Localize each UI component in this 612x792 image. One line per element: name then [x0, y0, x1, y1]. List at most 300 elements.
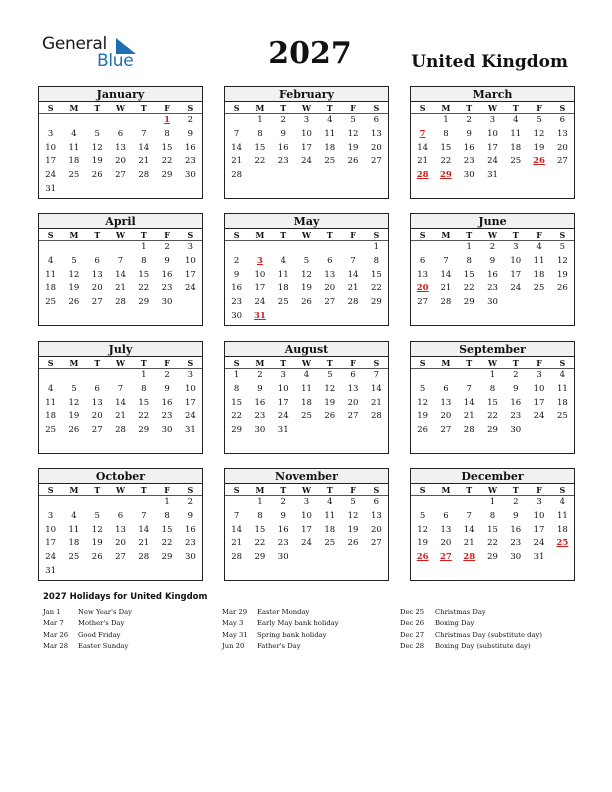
day-cell: 8 [443, 128, 449, 139]
weekday-label: S [233, 230, 240, 240]
day-cell: 21 [115, 283, 126, 294]
day-cell: 6 [117, 510, 124, 521]
day-cell: 13 [440, 397, 452, 408]
day-cell: 11 [324, 510, 336, 521]
day-cell: 11 [45, 397, 57, 408]
day-cell: 29 [138, 425, 150, 436]
day-cell: 19 [324, 397, 336, 408]
day-cell: 30 [463, 170, 475, 181]
holiday-date: Jan 1 [43, 608, 61, 616]
day-cell: 25 [277, 297, 289, 308]
day-cell: 9 [164, 255, 170, 266]
day-cell: 12 [347, 510, 359, 521]
empty-day-cell [86, 496, 109, 510]
empty-day-cell [225, 241, 248, 255]
weekday-label: S [373, 358, 380, 368]
day-cell: 8 [257, 510, 263, 521]
day-cell: 20 [91, 283, 103, 294]
day-cell: 22 [487, 411, 498, 422]
weekday-label: T [466, 485, 473, 495]
day-cell: 22 [161, 156, 173, 167]
weekday-label: S [559, 230, 566, 240]
day-cell: 29 [487, 425, 498, 436]
day-cell: 23 [277, 156, 289, 167]
day-cell: 21 [138, 538, 150, 549]
day-cell: 21 [138, 156, 150, 167]
day-cell: 20 [556, 142, 568, 153]
day-cell: 27 [324, 297, 336, 308]
empty-day-cell [86, 241, 109, 255]
day-cell: 7 [117, 255, 124, 266]
weekday-label: S [233, 485, 240, 495]
holiday-date: Mar 7 [43, 619, 64, 628]
day-cell: 13 [91, 397, 103, 408]
month-september [410, 341, 575, 454]
day-cell: 13 [91, 269, 103, 280]
day-cell: 5 [419, 383, 426, 394]
day-cell: 4 [536, 242, 542, 252]
day-cell: 28 [115, 297, 126, 308]
day-cell: 11 [68, 142, 80, 153]
holiday-day-cell: 31 [254, 310, 266, 321]
holiday-day-cell: 28 [416, 170, 429, 181]
days-grid [39, 496, 202, 579]
day-cell: 16 [510, 524, 522, 535]
weekday-label: S [559, 103, 566, 113]
weekday-label: S [373, 230, 380, 240]
empty-day-cell [109, 114, 132, 128]
day-cell: 3 [47, 510, 54, 521]
weekday-header [411, 229, 574, 241]
day-cell: 26 [347, 156, 359, 167]
day-cell: 1 [489, 370, 496, 380]
day-cell: 24 [533, 538, 545, 549]
day-cell: 26 [556, 283, 568, 294]
day-cell: 26 [68, 297, 80, 308]
day-cell: 11 [324, 128, 336, 139]
day-cell: 25 [556, 411, 568, 422]
day-cell: 26 [91, 170, 103, 181]
weekday-label: M [255, 230, 265, 240]
day-cell: 27 [417, 297, 429, 308]
day-cell: 14 [138, 142, 150, 153]
day-cell: 1 [373, 242, 380, 252]
holiday-day-cell: 26 [416, 552, 429, 563]
day-cell: 11 [68, 524, 80, 535]
weekday-label: S [559, 485, 566, 495]
holiday-name: Good Friday [78, 630, 121, 639]
day-cell: 27 [115, 552, 126, 563]
weekday-label: T [94, 230, 101, 240]
day-cell: 19 [91, 538, 103, 549]
day-cell: 4 [559, 370, 566, 380]
day-cell: 20 [347, 397, 359, 408]
weekday-label: W [302, 230, 311, 240]
day-cell: 19 [68, 283, 80, 294]
weekday-label: S [187, 358, 194, 368]
day-cell: 17 [510, 269, 522, 280]
day-cell: 15 [487, 524, 498, 535]
day-cell: 9 [233, 269, 240, 280]
holiday-row [222, 630, 402, 641]
day-cell: 7 [141, 510, 147, 521]
weekday-label: M [441, 103, 451, 113]
day-cell: 29 [463, 297, 475, 308]
day-cell: 23 [161, 411, 173, 422]
weekday-label: F [350, 103, 356, 113]
day-cell: 24 [533, 411, 545, 422]
day-cell: 9 [280, 510, 286, 521]
day-cell: 2 [187, 497, 194, 507]
month-november [224, 468, 389, 581]
holiday-day-cell: 25 [556, 538, 569, 549]
day-cell: 9 [513, 510, 519, 521]
days-grid [411, 114, 574, 183]
month-december [410, 468, 575, 581]
day-cell: 27 [556, 156, 568, 167]
day-cell: 19 [533, 142, 545, 153]
day-cell: 2 [164, 242, 170, 252]
weekday-label: M [69, 103, 79, 113]
holiday-day-cell: 1 [164, 115, 171, 125]
weekday-label: F [536, 230, 542, 240]
day-cell: 10 [301, 510, 312, 521]
weekday-label: T [140, 358, 147, 368]
day-cell: 22 [138, 283, 150, 294]
day-cell: 30 [184, 552, 196, 563]
day-cell: 29 [254, 552, 266, 563]
empty-day-cell [411, 496, 434, 510]
weekday-header [411, 102, 574, 114]
day-cell: 27 [440, 425, 452, 436]
day-cell: 20 [440, 538, 452, 549]
day-cell: 12 [417, 397, 429, 408]
weekday-label: W [302, 485, 311, 495]
day-cell: 6 [559, 115, 566, 125]
day-cell: 23 [184, 538, 196, 549]
holiday-day-cell: 27 [440, 552, 452, 563]
day-cell: 15 [440, 142, 452, 153]
day-cell: 6 [327, 255, 333, 266]
calendar-year: 2027 [268, 36, 352, 71]
day-cell: 27 [370, 156, 382, 167]
weekday-label: W [302, 358, 311, 368]
holiday-name: Spring bank holiday [257, 630, 327, 639]
day-cell: 2 [233, 255, 240, 266]
month-october [38, 468, 203, 581]
day-cell: 21 [231, 538, 243, 549]
day-cell: 16 [161, 269, 173, 280]
day-cell: 15 [487, 397, 498, 408]
empty-day-cell [39, 114, 62, 128]
day-cell: 25 [510, 156, 522, 167]
day-cell: 14 [417, 142, 429, 153]
empty-day-cell [86, 369, 109, 383]
day-cell: 17 [254, 283, 266, 294]
day-cell: 20 [115, 538, 126, 549]
day-cell: 27 [91, 297, 103, 308]
day-cell: 31 [487, 170, 498, 181]
holiday-day-cell: 26 [533, 156, 545, 167]
empty-day-cell [39, 369, 62, 383]
day-cell: 30 [277, 552, 289, 563]
weekday-label: M [255, 358, 265, 368]
day-cell: 9 [187, 128, 194, 139]
day-cell: 6 [443, 510, 449, 521]
month-name: March [411, 87, 574, 102]
day-cell: 2 [513, 497, 519, 507]
weekday-label: S [373, 485, 380, 495]
empty-day-cell [62, 241, 85, 255]
logo-blue-text: Blue [97, 51, 134, 71]
day-cell: 22 [370, 283, 382, 294]
day-cell: 30 [231, 310, 243, 321]
day-cell: 5 [419, 510, 426, 521]
weekday-label: T [512, 230, 519, 240]
day-cell: 1 [164, 497, 170, 507]
day-cell: 22 [254, 538, 266, 549]
day-cell: 1 [443, 115, 449, 125]
holidays-title: 2027 Holidays for United Kingdom [43, 592, 208, 602]
day-cell: 4 [327, 115, 333, 125]
day-cell: 23 [254, 411, 266, 422]
day-cell: 28 [463, 425, 475, 436]
weekday-label: T [94, 485, 101, 495]
day-cell: 28 [440, 297, 452, 308]
holiday-name: New Year's Day [78, 608, 133, 616]
month-may [224, 213, 389, 326]
month-name: November [225, 469, 388, 484]
holiday-day-cell: 3 [256, 255, 263, 266]
day-cell: 10 [277, 383, 289, 394]
weekday-label: S [233, 358, 240, 368]
day-cell: 6 [350, 370, 356, 380]
day-cell: 13 [556, 128, 568, 139]
day-cell: 1 [233, 370, 240, 380]
weekday-label: T [280, 485, 287, 495]
day-cell: 14 [440, 269, 452, 280]
day-cell: 10 [533, 510, 545, 521]
day-cell: 7 [233, 510, 240, 521]
day-cell: 28 [115, 425, 126, 436]
day-cell: 14 [463, 524, 475, 535]
weekday-label: F [350, 485, 356, 495]
day-cell: 11 [533, 255, 545, 266]
day-cell: 16 [254, 397, 266, 408]
day-cell: 1 [466, 242, 472, 252]
weekday-label: F [164, 103, 170, 113]
day-cell: 17 [301, 524, 312, 535]
month-april [38, 213, 203, 326]
day-cell: 12 [301, 269, 312, 280]
day-cell: 25 [324, 156, 336, 167]
days-grid [411, 496, 574, 565]
day-cell: 11 [301, 383, 312, 394]
weekday-label: S [187, 230, 194, 240]
empty-day-cell [109, 369, 132, 383]
day-cell: 22 [254, 156, 266, 167]
day-cell: 14 [370, 383, 382, 394]
day-cell: 16 [184, 524, 196, 535]
day-cell: 8 [257, 128, 263, 139]
day-cell: 26 [324, 411, 336, 422]
holiday-name: Christmas Day [435, 608, 486, 616]
holiday-date: May 3 [222, 619, 244, 628]
day-cell: 10 [487, 128, 498, 139]
day-cell: 5 [350, 115, 356, 125]
day-cell: 7 [350, 255, 356, 266]
day-cell: 17 [45, 538, 57, 549]
day-cell: 24 [487, 156, 498, 167]
day-cell: 16 [231, 283, 243, 294]
empty-day-cell [411, 241, 434, 255]
day-cell: 14 [463, 397, 475, 408]
weekday-label: F [536, 103, 542, 113]
day-cell: 30 [161, 425, 173, 436]
day-cell: 8 [141, 383, 147, 394]
weekday-label: S [373, 103, 380, 113]
day-cell: 26 [301, 297, 312, 308]
day-cell: 24 [301, 538, 312, 549]
day-cell: 5 [94, 510, 100, 521]
weekday-label: T [326, 230, 333, 240]
weekday-label: T [280, 103, 287, 113]
day-cell: 23 [184, 156, 196, 167]
day-cell: 27 [370, 538, 382, 549]
day-cell: 24 [301, 156, 312, 167]
weekday-header [411, 357, 574, 369]
holiday-row [222, 618, 402, 629]
weekday-label: S [233, 103, 240, 113]
day-cell: 23 [231, 297, 243, 308]
month-name: May [225, 214, 388, 229]
day-cell: 28 [138, 552, 150, 563]
day-cell: 21 [370, 397, 382, 408]
day-cell: 3 [187, 242, 194, 252]
empty-day-cell [411, 114, 434, 128]
day-cell: 22 [231, 411, 243, 422]
holiday-date: Dec 28 [400, 641, 425, 650]
day-cell: 10 [45, 524, 57, 535]
weekday-label: S [559, 358, 566, 368]
weekday-label: W [488, 485, 497, 495]
day-cell: 20 [324, 283, 336, 294]
day-cell: 12 [91, 524, 103, 535]
day-cell: 11 [556, 383, 568, 394]
month-july [38, 341, 203, 454]
weekday-header [39, 229, 202, 241]
days-grid [225, 369, 388, 438]
day-cell: 19 [417, 538, 429, 549]
day-cell: 17 [45, 156, 57, 167]
day-cell: 29 [138, 297, 150, 308]
day-cell: 28 [370, 411, 382, 422]
day-cell: 25 [68, 170, 80, 181]
empty-day-cell [132, 496, 155, 510]
day-cell: 15 [254, 524, 266, 535]
day-cell: 11 [510, 128, 522, 139]
days-grid [39, 369, 202, 438]
day-cell: 23 [510, 411, 522, 422]
day-cell: 20 [91, 411, 103, 422]
day-cell: 15 [370, 269, 382, 280]
day-cell: 8 [489, 510, 496, 521]
day-cell: 8 [164, 510, 170, 521]
days-grid [225, 114, 388, 183]
day-cell: 18 [510, 142, 522, 153]
weekday-label: S [419, 103, 426, 113]
day-cell: 21 [417, 156, 429, 167]
day-cell: 9 [187, 510, 194, 521]
logo [42, 34, 142, 74]
day-cell: 9 [257, 383, 263, 394]
weekday-label: W [488, 103, 497, 113]
day-cell: 25 [324, 538, 336, 549]
day-cell: 31 [184, 425, 196, 436]
weekday-header [39, 357, 202, 369]
day-cell: 31 [533, 552, 545, 563]
empty-day-cell [132, 114, 155, 128]
day-cell: 4 [71, 128, 77, 139]
weekday-header [225, 484, 388, 496]
empty-day-cell [62, 114, 85, 128]
day-cell: 7 [466, 383, 472, 394]
day-cell: 7 [141, 128, 147, 139]
holiday-column [43, 607, 223, 652]
weekday-label: F [164, 485, 170, 495]
empty-day-cell [225, 114, 248, 128]
day-cell: 28 [231, 552, 243, 563]
weekday-label: M [441, 485, 451, 495]
day-cell: 14 [115, 397, 126, 408]
weekday-label: M [441, 230, 451, 240]
holiday-day-cell: 20 [416, 283, 429, 294]
holiday-date: Mar 26 [43, 630, 69, 639]
holiday-row [43, 641, 223, 652]
month-name: December [411, 469, 574, 484]
empty-day-cell [272, 241, 295, 255]
day-cell: 9 [164, 383, 170, 394]
day-cell: 9 [489, 255, 496, 266]
weekday-label: T [94, 358, 101, 368]
day-cell: 18 [324, 142, 336, 153]
day-cell: 4 [280, 255, 286, 266]
day-cell: 17 [487, 142, 498, 153]
day-cell: 17 [533, 524, 545, 535]
day-cell: 22 [463, 283, 475, 294]
weekday-label: T [140, 103, 147, 113]
holiday-date: Dec 25 [400, 608, 425, 616]
day-cell: 13 [115, 142, 126, 153]
day-cell: 19 [91, 156, 103, 167]
day-cell: 18 [45, 411, 57, 422]
day-cell: 13 [370, 128, 382, 139]
weekday-label: S [47, 103, 54, 113]
day-cell: 13 [115, 524, 126, 535]
day-cell: 10 [254, 269, 266, 280]
day-cell: 19 [347, 142, 359, 153]
days-grid [225, 496, 388, 565]
day-cell: 3 [513, 242, 519, 252]
holiday-row [43, 618, 223, 629]
day-cell: 25 [45, 297, 57, 308]
day-cell: 3 [489, 115, 496, 125]
day-cell: 27 [91, 425, 103, 436]
day-cell: 18 [68, 156, 80, 167]
weekday-label: T [512, 485, 519, 495]
month-name: July [39, 342, 202, 357]
day-cell: 1 [257, 497, 263, 507]
